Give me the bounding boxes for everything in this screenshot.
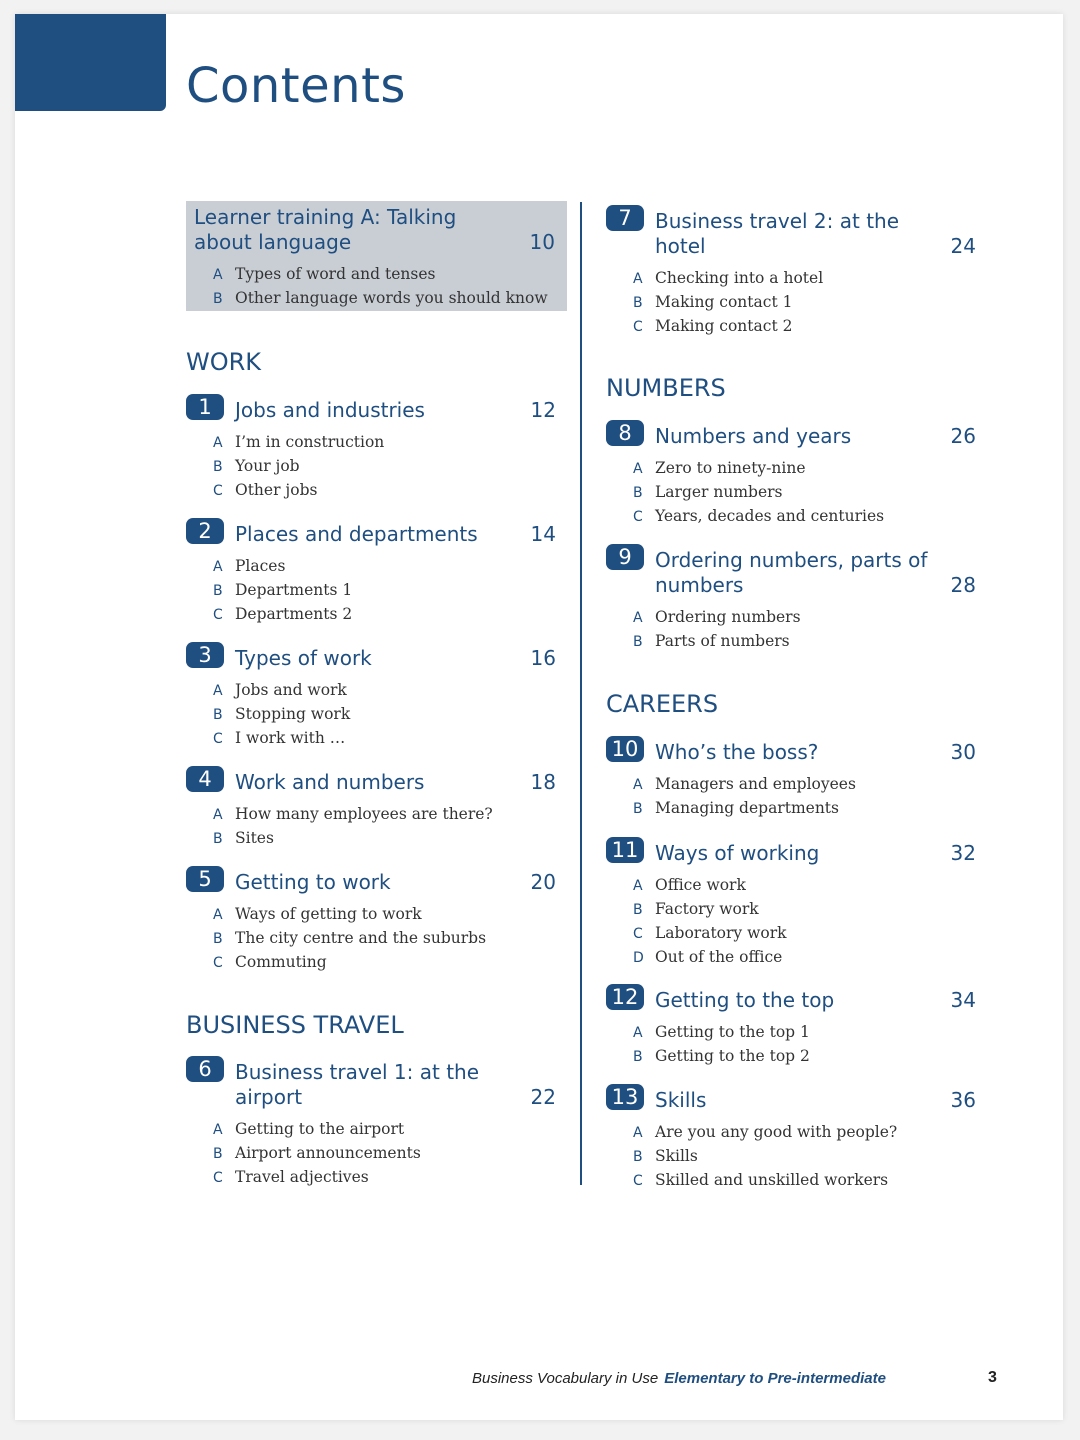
- unit-title: Numbers and years: [655, 424, 852, 448]
- unit-title: Getting to work: [235, 870, 391, 894]
- subsection-item: B Making contact 1: [633, 293, 793, 311]
- section-heading-business-travel: BUSINESS TRAVEL: [186, 1011, 404, 1039]
- corner-accent-block: [15, 14, 166, 111]
- subsection-item: B Larger numbers: [633, 483, 783, 501]
- unit-page-number: 24: [950, 234, 976, 258]
- column-divider: [580, 202, 582, 1185]
- unit-entry-6[interactable]: [186, 1057, 556, 1190]
- subsection-item: C Making contact 2: [633, 317, 793, 335]
- unit-title: Jobs and industries: [235, 398, 425, 422]
- learner-training-subsection: A Types of word and tenses: [213, 265, 436, 283]
- unit-page-number: 22: [530, 1085, 556, 1109]
- unit-title: Types of work: [235, 646, 372, 670]
- subsection-item: A I’m in construction: [213, 433, 385, 451]
- level-title: Elementary to Pre-intermediate: [664, 1370, 886, 1387]
- subsection-item: A Getting to the top 1: [633, 1023, 810, 1041]
- unit-page-number: 12: [530, 398, 556, 422]
- subsection-item: A Places: [213, 557, 286, 575]
- subsection-item: C I work with …: [213, 729, 346, 747]
- subsection-item: B Skills: [633, 1147, 698, 1165]
- page-title: Contents: [186, 58, 406, 114]
- subsection-item: B Parts of numbers: [633, 632, 790, 650]
- unit-entry-10[interactable]: [606, 737, 976, 821]
- section-heading-careers: CAREERS: [606, 690, 719, 718]
- unit-number-badge: 5: [186, 866, 224, 892]
- unit-page-number: 28: [950, 573, 976, 597]
- subsection-item: A Are you any good with people?: [633, 1123, 898, 1141]
- subsection-item: C Skilled and unskilled workers: [633, 1171, 889, 1189]
- unit-title: Who’s the boss?: [655, 740, 819, 764]
- series-title: Business Vocabulary in Use: [472, 1370, 659, 1387]
- subsection-item: B Stopping work: [213, 705, 351, 723]
- subsection-item: A Ordering numbers: [633, 608, 801, 626]
- unit-number-badge: 6: [186, 1056, 224, 1082]
- subsection-item: C Laboratory work: [633, 924, 787, 942]
- subsection-item: D Out of the office: [633, 948, 783, 966]
- unit-page-number: 34: [950, 988, 976, 1012]
- subsection-item: C Departments 2: [213, 605, 353, 623]
- learner-training-subsection: B Other language words you should know: [213, 289, 548, 307]
- learner-training-box[interactable]: [186, 201, 567, 311]
- unit-number-badge: 7: [606, 205, 644, 231]
- unit-entry-1[interactable]: [186, 395, 556, 503]
- unit-page-number: 36: [950, 1088, 976, 1112]
- subsection-item: C Commuting: [213, 953, 327, 971]
- subsection-item: B Getting to the top 2: [633, 1047, 810, 1065]
- unit-number-badge: 9: [606, 544, 644, 570]
- unit-title: Ordering numbers, parts of numbers: [655, 548, 928, 597]
- subsection-item: A Ways of getting to work: [213, 905, 422, 923]
- unit-entry-9[interactable]: [606, 545, 976, 654]
- unit-number-badge: 11: [606, 837, 644, 863]
- unit-page-number: 16: [530, 646, 556, 670]
- unit-number-badge: 13: [606, 1084, 644, 1110]
- unit-page-number: 30: [950, 740, 976, 764]
- unit-number-badge: 8: [606, 420, 644, 446]
- unit-title: Ways of working: [655, 841, 820, 865]
- unit-entry-8[interactable]: [606, 421, 976, 529]
- subsection-item: A How many employees are there?: [213, 805, 493, 823]
- unit-page-number: 14: [530, 522, 556, 546]
- unit-number-badge: 3: [186, 642, 224, 668]
- subsection-item: C Years, decades and centuries: [633, 507, 885, 525]
- unit-number-badge: 4: [186, 766, 224, 792]
- subsection-item: B Airport announcements: [213, 1144, 421, 1162]
- unit-entry-4[interactable]: [186, 767, 556, 851]
- unit-title: Getting to the top: [655, 988, 835, 1012]
- unit-entry-3[interactable]: [186, 643, 556, 751]
- unit-entry-5[interactable]: [186, 867, 556, 975]
- unit-entry-11[interactable]: [606, 838, 976, 970]
- unit-page-number: 20: [530, 870, 556, 894]
- unit-number-badge: 10: [606, 736, 644, 762]
- unit-page-number: 26: [950, 424, 976, 448]
- unit-title: Work and numbers: [235, 770, 425, 794]
- unit-title: Skills: [655, 1088, 707, 1112]
- subsection-item: B Factory work: [633, 900, 759, 918]
- unit-page-number: 32: [950, 841, 976, 865]
- learner-training-title: Learner training A: Talking about language: [194, 205, 457, 254]
- subsection-item: B Your job: [213, 457, 300, 475]
- unit-title: Business travel 2: at the hotel: [655, 209, 900, 258]
- subsection-item: B The city centre and the suburbs: [213, 929, 487, 947]
- unit-title: Business travel 1: at the airport: [235, 1060, 480, 1109]
- learner-training-page: 10: [529, 230, 555, 254]
- unit-entry-13[interactable]: [606, 1085, 976, 1193]
- section-heading-numbers: NUMBERS: [606, 374, 726, 402]
- unit-number-badge: 1: [186, 394, 224, 420]
- unit-number-badge: 2: [186, 518, 224, 544]
- subsection-item: B Managing departments: [633, 799, 839, 817]
- subsection-item: A Getting to the airport: [213, 1120, 405, 1138]
- subsection-item: B Sites: [213, 829, 274, 847]
- unit-number-badge: 12: [606, 984, 644, 1010]
- subsection-item: A Office work: [633, 876, 746, 894]
- unit-page-number: 18: [530, 770, 556, 794]
- unit-entry-7[interactable]: [606, 206, 976, 339]
- page-number: 3: [988, 1369, 997, 1386]
- subsection-item: A Checking into a hotel: [633, 269, 824, 287]
- footer-title: [472, 1370, 886, 1387]
- unit-entry-2[interactable]: [186, 519, 556, 627]
- subsection-item: C Travel adjectives: [213, 1168, 369, 1186]
- subsection-item: A Managers and employees: [633, 775, 856, 793]
- unit-title: Places and departments: [235, 522, 478, 546]
- subsection-item: B Departments 1: [213, 581, 353, 599]
- subsection-item: C Other jobs: [213, 481, 318, 499]
- subsection-item: A Zero to ninety-nine: [633, 459, 806, 477]
- unit-entry-12[interactable]: [606, 985, 976, 1069]
- subsection-item: A Jobs and work: [213, 681, 347, 699]
- section-heading-work: WORK: [186, 348, 262, 376]
